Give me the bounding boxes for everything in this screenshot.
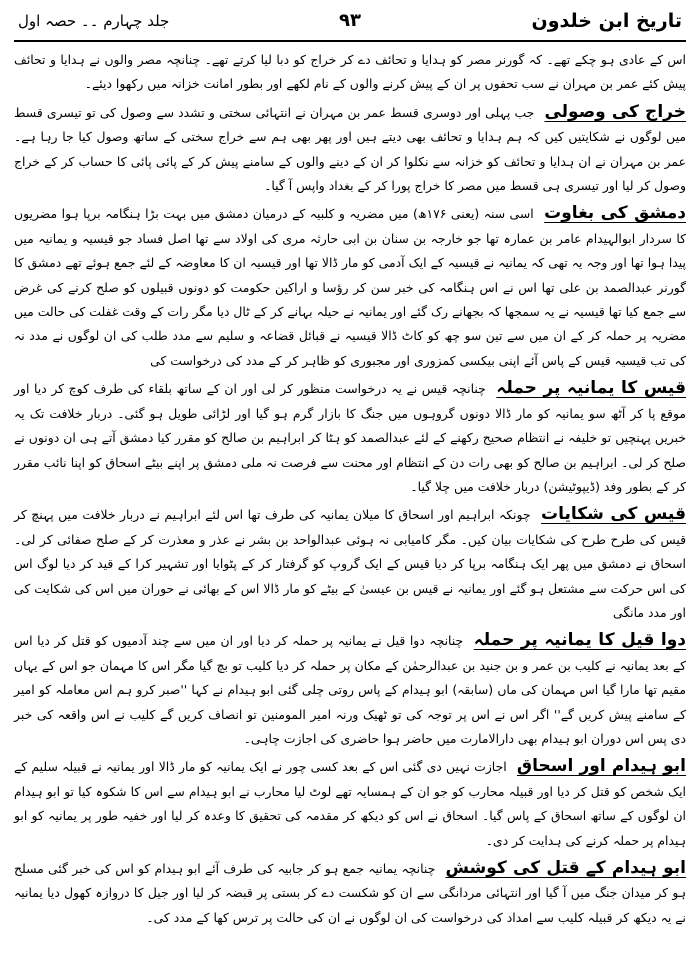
section-heading: ابو ہیدام کے قتل کی کوشش bbox=[445, 858, 686, 878]
section-qais-complaints bbox=[14, 502, 686, 625]
section-heading: خراج کی وصولی bbox=[544, 101, 686, 122]
intro-paragraph: اس کے عادی ہو چکے تھے۔ کہ گورنر مصر کو ہدایا و تحائف دے کر خراج کو دبا لیا کرتے تھے۔ چنانچہ مصر والوں نے ہدایا و تحائف پیش کئے عمر بن مہران نے سب تحفوں پر ان کے پیش کرنے والوں کے نام لکھے اور بطور امانت خزانہ میں رکھوا دیئے۔ bbox=[14, 52, 686, 92]
section-text: چنانچہ قیس نے یہ درخواست منظور کر لی اور ان کے ساتھ بلقاء کی طرف کوچ کر دیا اور موقع پا کر آٹھ سو یمانیہ کو مار ڈالا دونوں گروہوں میں جنگ کا بازار گرم ہو گیا اور لڑائی طویل ہو گئی۔ دربار خلافت تک یہ خبریں پہنچیں تو خلیفہ نے انتظام صحیح رکھنے کے لئے عبدالصمد کو ہٹا کر ابراہیم بن صالح کو مقرر کیا دمشق آتے ہی ان دونوں نے صلح کر لی۔ ابراہیم بن صالح کو بھی رات دن کے انتظام اور محنت سے فرصت نہ ملی دمشق پر اپنے بیٹے اسحاق کو اپنا نائب مقرر کر کے بطور وفد (ڈیپوٹیشن) دربار خلافت میں چلا گیا۔ bbox=[14, 381, 686, 494]
section-text: چنانچہ دوا قیل نے یمانیہ پر حملہ کر دیا اور ان میں سے چند آدمیوں کو قتل کر دیا اس کے بعد یمانیہ نے کلیب بن عمر و بن جنید بن عبدالرحمٰن کے مکان پر حملہ کر دیا کلیب تو بچ گیا مگر اس کا مہمان جو اس کے یہاں مقیم تھا مارا گیا اس مہمان کی ماں (سابقہ) ابو ہیدام کے پاس روتی چلی گئی ابو ہیدام نے کہا ''صبر کرو ہم اس معاملہ کو امیر کے سامنے پیش کریں گے'' اگر اس نے اس پر توجہ کی تو ٹھیک ورنہ امیر المومنین تو انصاف کریں گے کلیب نے اس واقعہ کی خبر دی پس اس دوران ابو ہیدام بھی دارالامارت میں حاضر ہوا حاضری کی اجازت چاہی۔ bbox=[14, 633, 686, 746]
page-body bbox=[14, 48, 686, 930]
section-heading: دمشق کی بغاوت bbox=[544, 203, 686, 224]
section-heading: قیس کی شکایات bbox=[541, 504, 686, 525]
section-text: چنانچہ یمانیہ جمع ہو کر جابیہ کی طرف آئے ابو ہیدام کو اس کی خبر گئی مسلح ہو کر میدان جنگ میں آ گیا اور انتہائی مردانگی سے ان کو شکست دے کر بستی پر قبضہ کر لیا اور جیل کا دروازہ کھول دیا یمانیہ نے یہ دیکھ کر قبیلہ کلیب سے امداد کی درخواست کی ان لوگوں نے ان کی حالت پر ترس کھا کے مدد کی۔ bbox=[14, 861, 686, 925]
section-heading: ابو ہیدام اور اسحاق bbox=[516, 756, 686, 777]
section-kharaj bbox=[14, 100, 686, 199]
section-text: جب پہلی اور دوسری قسط عمر بن مہران نے انتہائی سختی و تشدد سے وصول کی تو تیسری قسط میں لوگوں نے شکایتیں کیں کہ ہم ہدایا و تحائف بھی دیتے ہیں اور پھر بھی ہم سے خراج سختی کے ساتھ وصول کیا جا رہا ہے۔ عمر بن مہران نے ان ہدایا و تحائف کو خزانہ سے نکلوا کر ان کے دینے والوں کے سامنے پیش کر کے پائی پائی کا حساب کر کے خراج وصول کر لیا اور تیسری ہی قسط میں مصر کا خراج پورا کر کے بغداد واپس آ گیا۔ bbox=[14, 104, 686, 194]
section-text: اجازت نہیں دی گئی اس کے بعد کسی چور نے ایک یمانیہ کو مار ڈالا اور یمانیہ نے قبیلہ سلیم کے ایک شخص کو قتل کر دیا اور قبیلہ محارب کو جو ان کے ہمسایہ تھے لوٹ لیا محارب نے ابو ہیدام سے اس کا شکوہ کیا تو ابو ہیدام ان لوگوں کے ساتھ اسحاق کے پاس گیا۔ اسحاق نے اس کو دیکھ کر مقدمہ کی تحقیق کا وعدہ کر لیا اور خفیہ طور پر یمانیہ کو ابو ہیدام پر حملہ کرنے کی ہدایت کر دی۔ bbox=[14, 759, 686, 848]
section-text: چونکہ ابراہیم اور اسحاق کا میلان یمانیہ کی طرف تھا اس لئے ابراہیم نے دربار خلافت میں پہنچ کر قیس کی طرح طرح کی شکایات بیان کیں۔ مگر کامیابی نہ ہوئی عبدالواحد بن بشر نے عذر و معذرت کر کے صلح صفائی کر لی۔ اسحاق نے دمشق میں پھر ایک ہنگامہ برپا کر دیا قیس کے ایک گروپ کو گرفتار کر کے پٹوایا اور تشہیر کرا کے قید کر دیا لوگ اس کی اس حرکت سے مشتعل ہو گئے اور یمانیہ نے قیس بن عیسیٰ کے بیٹے کو مار ڈالا اس کے بھائی نے حوران میں اس کی شکایت کی اور مدد مانگی bbox=[14, 507, 686, 620]
section-abu-haydam-ishaq bbox=[14, 754, 686, 853]
book-title: تاریخ ابن خلدون bbox=[531, 10, 682, 32]
section-heading: دوا قیل کا یمانیہ پر حملہ bbox=[473, 630, 686, 651]
section-qais-attack bbox=[14, 376, 686, 499]
page-number: ۹۳ bbox=[339, 10, 361, 31]
section-dawaqil-attack bbox=[14, 628, 686, 751]
section-heading: قیس کا یمانیہ پر حملہ bbox=[496, 378, 686, 399]
page-header bbox=[14, 8, 686, 42]
section-damascus-revolt bbox=[14, 201, 686, 373]
volume-label: جلد چہارم ۔۔ حصہ اول bbox=[18, 12, 170, 30]
section-assassination-attempt bbox=[14, 856, 686, 930]
section-text: اسی سنہ (یعنی ۱۷۶ھ) میں مضریہ و کلبیہ کے درمیان دمشق میں بہت بڑا ہنگامہ برپا ہوا مضریوں کا سردار ابوالہیدام عامر بن عمارہ تھا جو خارجہ بن سنان بن ابی حارثہ مری کی اولاد سے تھا اصل فساد جو قیسیہ و یمانیہ میں پیدا ہوا تھا اور وجہ یہ تھی کہ یمانیہ نے قیسیہ کے ایک آدمی کو مار ڈالا تھا اور قیسیہ ان کا معاوضہ کے لئے جمع ہوئے تھے دمشق کا گورنر عبدالصمد بن علی تھا اس نے اس ہنگامہ کی خبر سن کر رؤسا و اراکین حکومت کو دونوں قبیلوں کو صلح کرنے کی غرض سے جمع کیا تھا قیسیہ نے یہ سمجھا کہ بجھانے رک گئے اور یمانیہ نے حیلہ بہانے کر کے ٹال دیا مگر رات کے وقت غفلت کی حالت میں مضریہ پر حملہ کر کے ان میں سے تین سو چھ کو کاٹ ڈالا قیسیہ نے قبائل قضاعہ و سلیم سے مدد طلب کی ان لوگوں نے مدد نہ کی تب قیسیہ قیس کے پاس آئے اپنی بیکسی کمزوری اور مجبوری کو ظاہر کر کے مدد کی درخواست کی bbox=[14, 206, 686, 368]
